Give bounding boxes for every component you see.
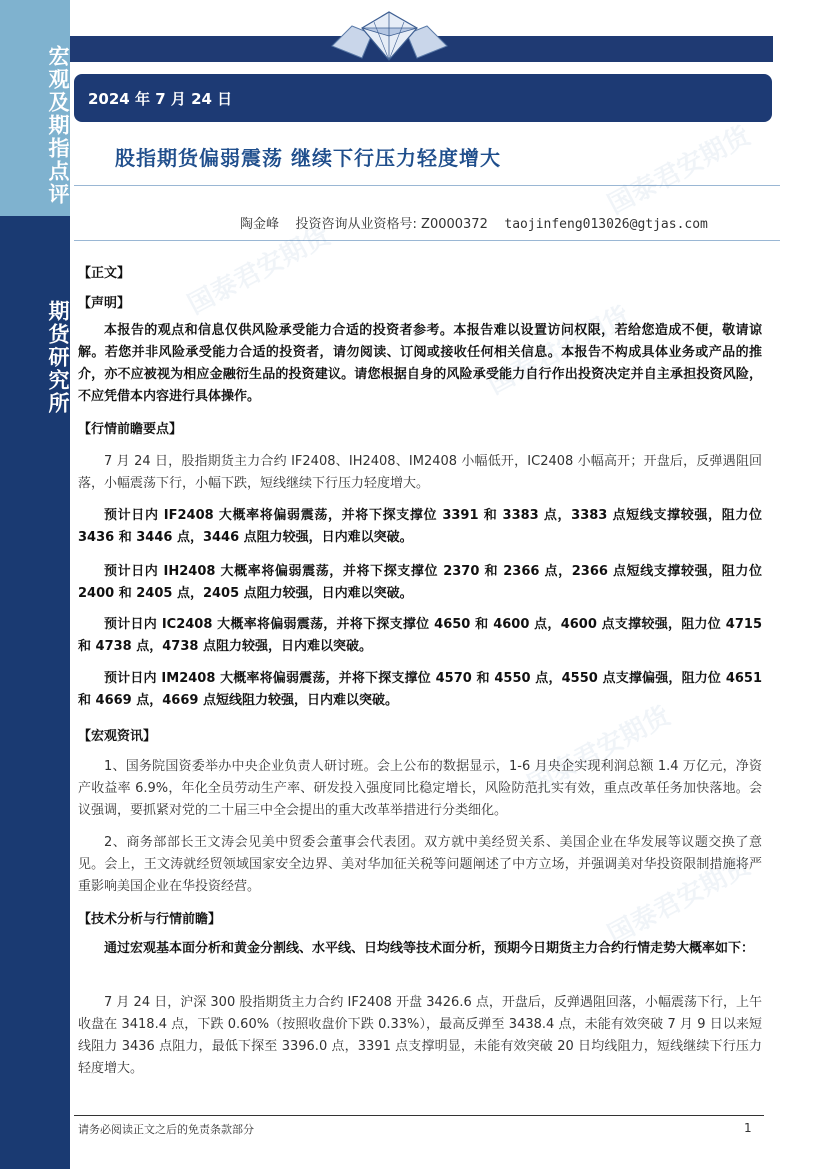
tech-analysis: 7 月 24 日，沪深 300 股指期货主力合约 IF2408 开盘 3426.6 点，开盘后，反弹遇阻回落，小幅震荡下行，上午收盘在 3418.4 点，下跌 0.60%（按照收盘价下跌 0.33%），最高反弹至 3438.4 点，未能有效突破 7 月 9 日以来短线阻力 3436 点阻力，最低下探至 3396.0 点，3391 点支撑明显，未能有效突破 20 日均线阻力，短线继续下行压力轻度增大。: [78, 995, 762, 1076]
watermark: 国泰君安期货: [603, 850, 756, 951]
report-title: 股指期货偏弱震荡 继续下行压力轻度增大: [115, 146, 501, 170]
outlook-ih-forecast: 预计日内 IH2408 大概率将偏弱震荡，并将下探支撑位 2370 和 2366 点，2366 点短线支撑较强，阻力位 2400 和 2405 点，2405 点阻力较强，日内难以突破。: [78, 564, 762, 601]
page-number: 1: [744, 1121, 752, 1135]
statement-text: 本报告的观点和信息仅供风险承受能力合适的投资者参考。本报告难以设置访问权限，若给您造成不便，敬请谅解。若您并非风险承受能力合适的投资者，请勿阅读、订阅或接收任何相关信息。本报告不构成具体业务或产品的推介，亦不应被视为相应金融衍生品的投资建议。请您根据自身的风险承受能力自行作出投资决定并自主承担投资风险，不应凭借本内容进行具体操作。: [78, 323, 762, 404]
section-outlook-heading: 【行情前瞻要点】: [78, 422, 183, 437]
sidebar-department-label: 期货研究所: [46, 299, 70, 415]
watermark: 国泰君安期货: [183, 220, 336, 321]
author-divider: [74, 240, 780, 241]
section-macro-heading: 【宏观资讯】: [78, 729, 157, 744]
watermark: 国泰君安期货: [523, 700, 676, 801]
outlook-if-forecast: 预计日内 IF2408 大概率将偏弱震荡，并将下探支撑位 3391 和 3383 点，3383 点短线支撑较强，阻力位 3436 和 3446 点，3446 点阻力较强，日内难以突破。: [78, 508, 762, 545]
outlook-paragraph: 7 月 24 日，股指期货主力合约 IF2408、IH2408、IM2408 小幅低开，IC2408 小幅高开；开盘后，反弹遇阻回落，小幅震荡下行，小幅下跌，短线继续下行压力轻度增大。: [78, 454, 762, 491]
watermark: 国泰君安期货: [483, 300, 636, 401]
disclaimer-note: 请务必阅读正文之后的免责条款部分: [78, 1123, 254, 1136]
report-date: 2024 年 7 月 24 日: [88, 90, 233, 108]
outlook-ic-forecast: 预计日内 IC2408 大概率将偏弱震荡，并将下探支撑位 4650 和 4600 点，4600 点支撑较强，阻力位 4715 和 4738 点，4738 点阻力较强，日内难以突破。: [78, 617, 762, 654]
section-statement-heading: 【声明】: [78, 296, 131, 311]
watermark: 国泰君安期货: [603, 120, 756, 221]
macro-news-2: 2、商务部部长王文涛会见美中贸委会董事会代表团。双方就中美经贸关系、美国企业在华发展等议题交换了意见。会上，王文涛就经贸领域国家安全边界、美对华加征关税等问题阐述了中方立场，并强调美对华投资限制措施将严重影响美国企业在华投资经营。: [78, 835, 762, 894]
section-tech-heading: 【技术分析与行情前瞻】: [78, 912, 222, 927]
section-main-heading: 【正文】: [78, 266, 131, 281]
footer-divider: [74, 1115, 764, 1116]
title-divider: [74, 185, 780, 186]
tech-intro: 通过宏观基本面分析和黄金分割线、水平线、日均线等技术面分析，预期今日期货主力合约行情走势大概率如下：: [104, 941, 755, 956]
author-email[interactable]: taojinfeng013026@gtjas.com: [504, 217, 708, 232]
sidebar-category-label: 宏观及期指点评: [46, 44, 70, 206]
outlook-im-forecast: 预计日内 IM2408 大概率将偏弱震荡，并将下探支撑位 4570 和 4550 点，4550 点支撑偏强，阻力位 4651 和 4669 点，4669 点短线阻力较强，日内难以突破。: [78, 671, 762, 708]
author-line: [240, 213, 708, 232]
macro-news-1: 1、国务院国资委举办中央企业负责人研讨班。会上公布的数据显示，1-6 月央企实现利润总额 1.4 万亿元，净资产收益率 6.9%，年化全员劳动生产率、研发投入强度同比稳定增长，风险防范扎实有效，重点改革任务加快落地。会议强调，要抓紧对党的二十届三中全会提出的重大改革举措进行分类细化。: [78, 759, 762, 818]
diamond-logo-icon: [322, 6, 457, 62]
author-info: 陶金峰 投资咨询从业资格号: Z0000372: [240, 217, 488, 232]
